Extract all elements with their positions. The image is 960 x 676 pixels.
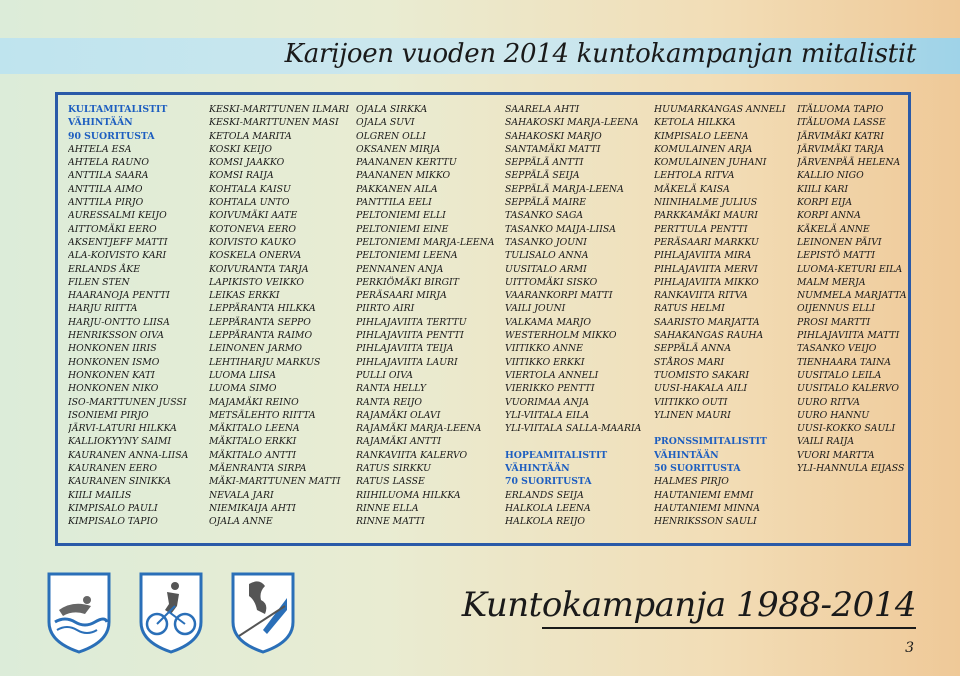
medalist-name: RATUS SIRKKU	[356, 463, 432, 475]
medalist-name: YLI-HANNULA EIJASS	[797, 463, 905, 475]
medalist-name: KETOLA MARITA	[209, 130, 292, 142]
section-spacer	[654, 422, 786, 435]
medalist-name: KORPI ANNA	[797, 210, 861, 222]
page-number: 3	[905, 640, 914, 656]
medalist-name: LUOMA SIMO	[209, 383, 277, 395]
medalist-name: UURO HANNU	[797, 409, 870, 421]
medalist-name: UUSI-KOKKO SAULI	[797, 423, 896, 435]
medalist-name: HARJU RIITTA	[68, 303, 138, 315]
medalist-name: AHTELA ESA	[68, 143, 132, 155]
medalist-name: OJALA SUVI	[356, 117, 415, 129]
medalist-name: KOMSI JAAKKO	[209, 157, 285, 169]
medalist-name: OJALA SIRKKA	[356, 104, 428, 115]
medalist-name: RANTA HELLY	[356, 383, 426, 395]
medalist-name: OIJENNUS ELLI	[797, 303, 876, 315]
medalist-name: KORPI EIJA	[797, 197, 853, 209]
medalist-name: PENNANEN ANJA	[356, 263, 444, 275]
medalist-name: HAARANOJA PENTTI	[68, 290, 170, 302]
medalist-name: VIITIKKO OUTI	[654, 396, 728, 408]
medalist-name: TASANKO VEIJO	[797, 343, 877, 355]
medalist-name: SEPPÄLÄ ANTTI	[505, 157, 584, 169]
medalist-name: SAARELA AHTI	[505, 104, 580, 115]
medalist-name: VIITIKKO ERKKI	[505, 356, 585, 368]
medalist-name: HAUTANIEMI MINNA	[654, 502, 760, 514]
cyclist-icon	[137, 570, 205, 656]
medalist-name: ITÄLUOMA TAPIO	[797, 104, 884, 115]
medalist-name: SAHAKOSKI MARJA-LEENA	[505, 117, 639, 129]
medalist-name: OLGREN OLLI	[356, 130, 426, 142]
medalist-name: KOIVISTO KAUKO	[209, 236, 296, 248]
medalist-name: TUOMISTO SAKARI	[654, 369, 750, 381]
medalist-name: KIMPISALO PAULI	[68, 502, 158, 514]
page-title: Karijoen vuoden 2014 kuntokampanjan mitalistit	[284, 39, 916, 69]
medalist-name: RINNE ELLA	[356, 502, 419, 514]
medalist-name: KOHTALA UNTO	[209, 197, 290, 209]
medalist-name: TASANKO JOUNI	[505, 236, 587, 248]
medalist-name: MÄKI-MARTTUNEN MATTI	[209, 476, 341, 488]
medalist-name: JÄRVI-LATURI HILKKA	[68, 423, 177, 435]
medalist-name: KOSKELA ONERVA	[209, 250, 302, 262]
medalist-name: HALKOLA REIJO	[505, 516, 585, 528]
medalist-name: VUORIMAA ANJA	[505, 396, 590, 408]
medalist-name: MALM MERJA	[797, 276, 866, 288]
medalist-name: HAUTANIEMI EMMI	[654, 489, 754, 501]
medalist-name: ISONIEMI PIRJO	[68, 409, 149, 421]
medalist-name: AKSENTJEFF MATTI	[68, 236, 168, 248]
medalist-name: STÅROS MARI	[654, 356, 725, 368]
medalist-name: OKSANEN MIRJA	[356, 143, 441, 155]
medalist-name: PERÄSAARI MARKKU	[654, 236, 759, 248]
column-6	[797, 103, 907, 475]
medalist-name: YLINEN MAURI	[654, 409, 731, 421]
medalist-name: KAURANEN SINIKKA	[68, 476, 171, 488]
medalist-name: KESKI-MARTTUNEN MASI	[209, 117, 339, 129]
medalist-name: PIHLAJAVIITA PENTTI	[356, 330, 464, 342]
category-heading: 50 SUORITUSTA	[654, 463, 741, 475]
medalist-name: KOTONEVA EERO	[209, 223, 297, 235]
medalist-name: RATUS HELMI	[654, 303, 725, 315]
medalist-name: KOIVUMÄKI AATE	[209, 210, 298, 222]
medalist-name: RIIHILUOMA HILKKA	[356, 489, 461, 501]
medalist-name: PELTONIEMI LEENA	[356, 250, 458, 262]
medalist-name: MÄKELÄ KAISA	[654, 183, 730, 195]
medalist-name: SEPPÄLÄ SEIJA	[505, 170, 580, 182]
medalist-name: MÄKITALO LEENA	[209, 423, 300, 435]
medalist-name: HONKONEN NIKO	[68, 383, 159, 395]
medalist-name: HALMES PIRJO	[654, 476, 729, 488]
medalist-name: UUSITALO ARMI	[505, 263, 587, 275]
medalist-name: KETOLA HILKKA	[654, 117, 736, 129]
medalist-name: SEPPÄLÄ MAIRE	[505, 197, 587, 209]
medalist-name: ANTTILA SAARA	[68, 170, 149, 182]
medalist-name: HUUMARKANGAS ANNELI	[654, 104, 786, 115]
medalist-name: KÄKELÄ ANNE	[797, 223, 870, 235]
medalist-name: PERTTULA PENTTI	[654, 223, 748, 235]
medalist-name: KESKI-MARTTUNEN ILMARI	[209, 104, 350, 115]
medalist-name: VAARANKORPI MATTI	[505, 290, 613, 302]
medalist-name: TIENHAARA TAINA	[797, 356, 891, 368]
medalist-name: LEHTIHARJU MARKUS	[209, 356, 321, 368]
medalist-name: PIHLAJAVIITA TERTTU	[356, 316, 467, 328]
title-bar	[0, 38, 960, 74]
medalist-name: LEPISTÖ MATTI	[797, 250, 876, 262]
medalist-name: PANTTILA EELI	[356, 197, 432, 209]
column-2	[209, 103, 349, 529]
medalist-name: KOSKI KEIJO	[209, 143, 273, 155]
medalist-name: UURO RITVA	[797, 396, 860, 408]
medalist-name: RAJAMÄKI OLAVI	[356, 409, 441, 421]
medalist-name: TASANKO MAIJA-LIISA	[505, 223, 616, 235]
medalist-name: JÄRVIMÄKI TARJA	[797, 143, 885, 155]
medalist-name: KOMSI RAIJA	[209, 170, 274, 182]
medalist-name: KAURANEN EERO	[68, 463, 158, 475]
category-heading: PRONSSIMITALISTIT	[654, 436, 767, 448]
medalist-name: PAANANEN MIKKO	[356, 170, 451, 182]
category-heading: VÄHINTÄÄN	[654, 449, 719, 461]
medalist-name: HENRIKSSON OIVA	[68, 330, 165, 342]
medalist-name: PELTONIEMI MARJA-LEENA	[356, 236, 495, 248]
medalist-name: UITTOMÄKI SISKO	[505, 276, 598, 288]
category-heading: VÄHINTÄÄN	[68, 117, 133, 129]
medalist-name: LEHTOLA RITVA	[654, 170, 735, 182]
medalist-name: UUSI-HAKALA AILI	[654, 383, 748, 395]
category-heading: HOPEAMITALISTIT	[505, 449, 608, 461]
medalist-name: LEPPÄRANTA HILKKA	[209, 303, 316, 315]
medalist-name: RINNE MATTI	[356, 516, 425, 528]
medalist-name: NUMMELA MARJATTA	[797, 290, 907, 302]
medalist-name: TULISALO ANNA	[505, 250, 589, 262]
medalist-name: MÄKITALO ANTTI	[209, 449, 297, 461]
medalist-name: KOMULAINEN JUHANI	[654, 157, 767, 169]
medalist-name: LEINONEN JARMO	[209, 343, 302, 355]
skier-icon	[229, 570, 297, 656]
medalist-name: FILEN STEN	[68, 276, 130, 288]
medalist-name: ERLANDS SEIJA	[505, 489, 584, 501]
medalist-name: NIINIHALME JULIUS	[654, 197, 758, 209]
medalist-name: PAKKANEN AILA	[356, 183, 438, 195]
medalist-name: UUSITALO LEILA	[797, 369, 882, 381]
medalist-name: METSÄLEHTO RIITTA	[209, 409, 316, 421]
medalist-name: PIHLAJAVIITA LAURI	[356, 356, 458, 368]
medalist-name: VAILI RAIJA	[797, 436, 855, 448]
column-1	[68, 103, 188, 529]
medalist-name: SEPPÄLÄ ANNA	[654, 343, 732, 355]
medalist-name: SEPPÄLÄ MARJA-LEENA	[505, 183, 624, 195]
medalist-name: PIHLAJAVIITA MIKKO	[654, 276, 759, 288]
medalist-name: HONKONEN ISMO	[68, 356, 160, 368]
medalist-name: RAJAMÄKI MARJA-LEENA	[356, 423, 482, 435]
medalist-name: VIERIKKO PENTTI	[505, 383, 595, 395]
medalist-name: OJALA ANNE	[209, 516, 273, 528]
medalist-name: UUSITALO KALERVO	[797, 383, 899, 395]
medalist-name: KOHTALA KAISU	[209, 183, 291, 195]
medalist-name: LEPPÄRANTA RAIMO	[209, 330, 313, 342]
medalist-name: HALKOLA LEENA	[505, 502, 591, 514]
medalist-name: ISO-MARTTUNEN JUSSI	[68, 396, 187, 408]
medalist-name: JÄRVENPÄÄ HELENA	[797, 157, 901, 169]
medalist-name: ANTTILA PIRJO	[68, 197, 144, 209]
medalist-name: TASANKO SAGA	[505, 210, 584, 222]
category-heading: 70 SUORITUSTA	[505, 476, 592, 488]
medalist-name: SANTAMÄKI MATTI	[505, 143, 601, 155]
medalist-name: LUOMA LIISA	[209, 369, 276, 381]
column-4	[505, 103, 641, 529]
medalist-name: JÄRVIMÄKI KATRI	[797, 130, 884, 142]
medalist-name: LEINONEN PÄIVI	[797, 236, 882, 248]
medalist-name: PIHLAJAVIITA MERVI	[654, 263, 758, 275]
medalist-name: LUOMA-KETURI EILA	[797, 263, 903, 275]
medalist-name: VAILI JOUNI	[505, 303, 566, 315]
medalist-name: PIIRTO AIRI	[356, 303, 415, 315]
medalist-name: LAPIKISTO VEIKKO	[209, 276, 305, 288]
medalist-name: NEVALA JARI	[209, 489, 274, 501]
medalist-name: RANTA REIJO	[356, 396, 423, 408]
medalist-name: ALA-KOIVISTO KARI	[68, 250, 167, 262]
medalist-name: ERLANDS ÅKE	[68, 263, 141, 275]
medalist-name: NIEMIKAIJA AHTI	[209, 502, 296, 514]
medalist-name: KIMPISALO LEENA	[654, 130, 749, 142]
footer-divider	[542, 627, 916, 629]
medalist-name: KOIVURANTA TARJA	[209, 263, 309, 275]
medalist-name: HONKONEN KATI	[68, 369, 155, 381]
medalist-name: KIILI MAILIS	[68, 489, 132, 501]
medalist-name: SAHAKANGAS RAUHA	[654, 330, 764, 342]
medalist-name: KOMULAINEN ARJA	[654, 143, 753, 155]
medalist-name: PIHLAJAVIITA MIRA	[654, 250, 752, 262]
medalist-name: SAARISTO MARJATTA	[654, 316, 760, 328]
category-heading: KULTAMITALISTIT	[68, 104, 168, 115]
section-spacer	[505, 435, 641, 448]
medalist-name: VUORI MARTTA	[797, 449, 875, 461]
medalist-name: RATUS LASSE	[356, 476, 425, 488]
medalist-name: KAURANEN ANNA-LIISA	[68, 449, 189, 461]
medalist-name: VALKAMA MARJO	[505, 316, 592, 328]
medalist-name: RANKAVIITA RITVA	[654, 290, 748, 302]
medalist-name: HARJU-ONTTO LIISA	[68, 316, 170, 328]
medalist-name: ANTTILA AIMO	[68, 183, 143, 195]
medalist-name: PERÄSAARI MIRJA	[356, 290, 447, 302]
medalist-name: RANKAVIITA KALERVO	[356, 449, 468, 461]
medalist-name: KALLIO NIGO	[797, 170, 864, 182]
swimmer-icon	[45, 570, 113, 656]
medalist-name: MAJAMÄKI REINO	[209, 396, 299, 408]
column-3	[356, 103, 494, 529]
medalist-name: AHTELA RAUNO	[68, 157, 149, 169]
medalist-name: PELTONIEMI EINE	[356, 223, 449, 235]
medalist-name: MÄENRANTA SIRPA	[209, 463, 307, 475]
category-heading: 90 SUORITUSTA	[68, 130, 155, 142]
medalist-name: PULLI OIVA	[356, 369, 413, 381]
medalist-name: PARKKAMÄKI MAURI	[654, 210, 758, 222]
medalist-name: PROSI MARTTI	[797, 316, 871, 328]
medalist-name: PERKIÖMÄKI BIRGIT	[356, 276, 459, 288]
medalist-name: AITTOMÄKI EERO	[68, 223, 157, 235]
category-heading: VÄHINTÄÄN	[505, 463, 570, 475]
medalist-name: PELTONIEMI ELLI	[356, 210, 446, 222]
medalist-name: YLI-VIITALA SALLA-MAARIA	[505, 423, 642, 435]
medalist-name: PIHLAJAVIITA TEIJA	[356, 343, 454, 355]
medalist-name: SAHAKOSKI MARJO	[505, 130, 602, 142]
medalist-name: KIMPISALO TAPIO	[68, 516, 158, 528]
medalist-name: VIERTOLA ANNELI	[505, 369, 599, 381]
medalist-name: KALLIOKYYNY SAIMI	[68, 436, 172, 448]
medalist-name: RAJAMÄKI ANTTI	[356, 436, 442, 448]
medalist-name: PAANANEN KERTTU	[356, 157, 457, 169]
footer-title: Kuntokampanja 1988-2014	[461, 585, 916, 625]
medalist-name: MÄKITALO ERKKI	[209, 436, 297, 448]
medalist-name: VIITIKKO ANNE	[505, 343, 583, 355]
medalist-name: KIILI KARI	[797, 183, 849, 195]
medalist-name: HONKONEN IIRIS	[68, 343, 157, 355]
medalist-name: WESTERHOLM MIKKO	[505, 330, 617, 342]
medalist-name: LEPPÄRANTA SEPPO	[209, 316, 311, 328]
medalist-name: PIHLAJAVIITA MATTI	[797, 330, 900, 342]
medalist-name: HENRIKSSON SAULI	[654, 516, 757, 528]
medalist-name: ITÄLUOMA LASSE	[797, 117, 886, 129]
medalist-name: AURESSALMI KEIJO	[68, 210, 167, 222]
column-5	[654, 103, 786, 529]
medalist-name: YLI-VIITALA EILA	[505, 409, 590, 421]
medalist-name: LEIKAS ERKKI	[209, 290, 280, 302]
